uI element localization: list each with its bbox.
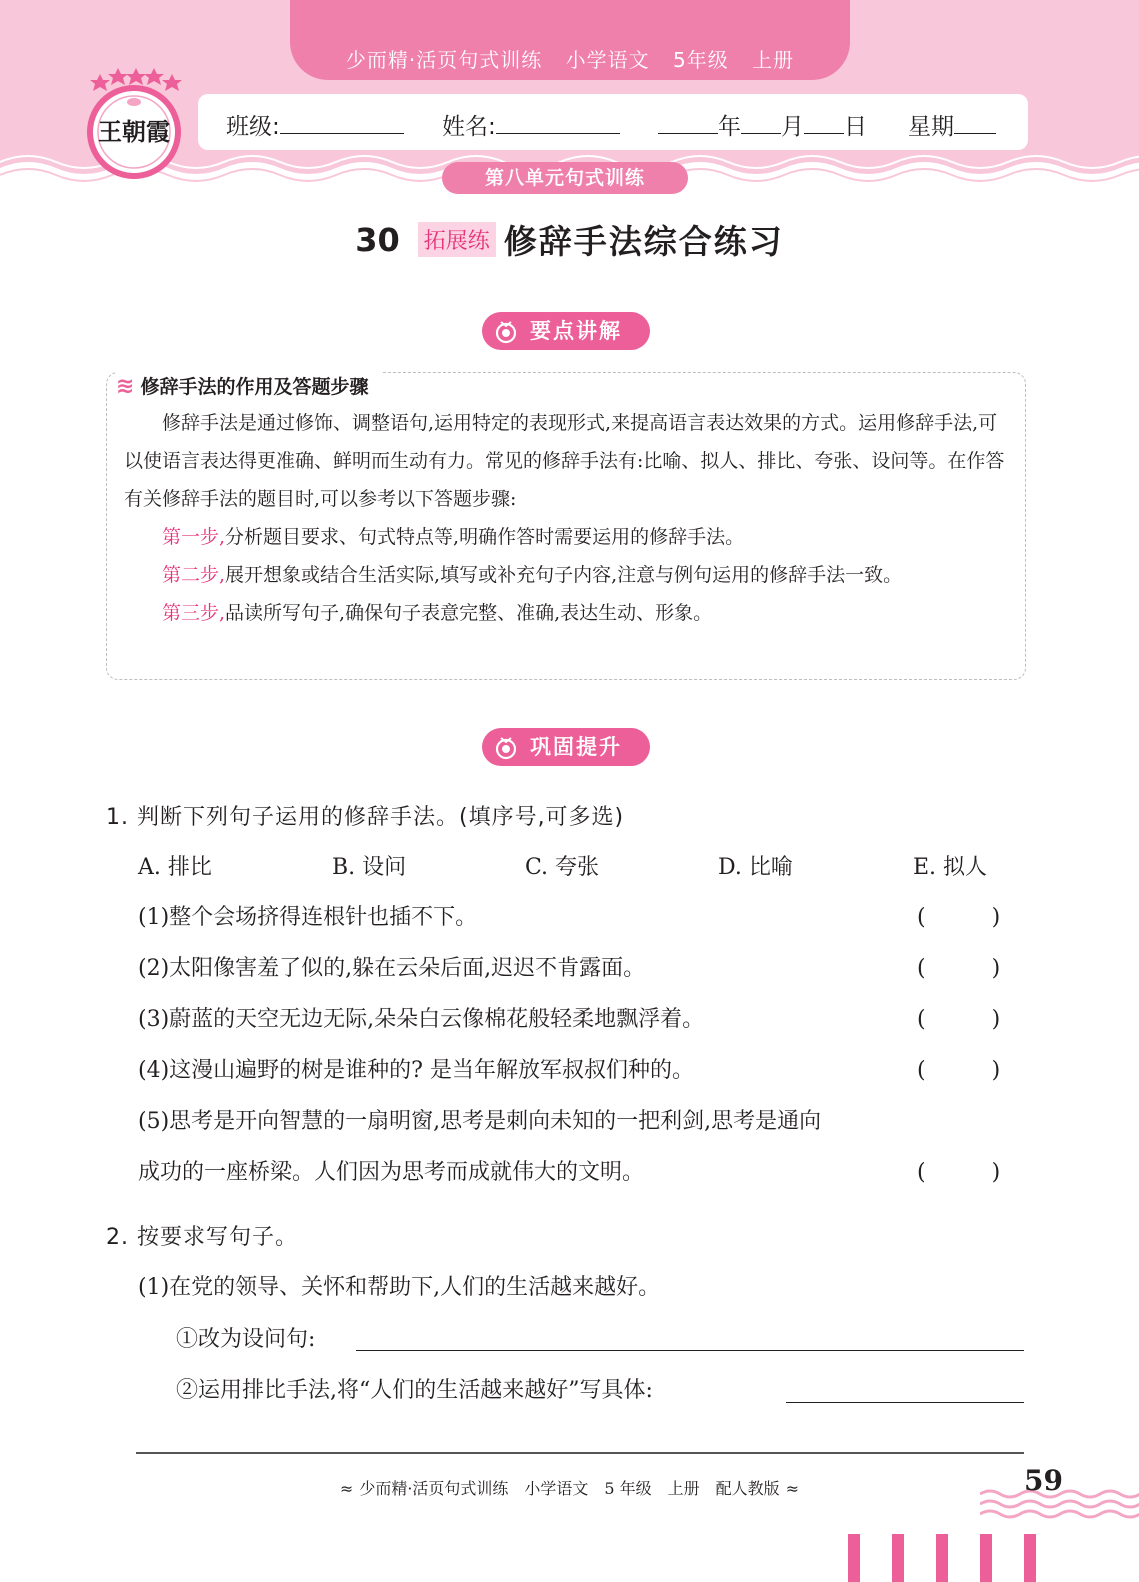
answer-blank-2[interactable]: ( ) — [917, 956, 1001, 981]
answer-line-b[interactable] — [786, 1402, 1024, 1403]
question-2-title: 2. 按要求写句子。 — [106, 1225, 298, 1250]
page-edge-bars — [846, 1534, 1046, 1582]
class-label: 班级: — [226, 114, 280, 140]
step-1-text: 分析题目要求、句式特点等,明确作答时需要运用的修辞手法。 — [225, 526, 745, 548]
medal-icon — [494, 320, 518, 344]
key-points-paragraph: 修辞手法是通过修饰、调整语句,运用特定的表现形式,来提高语言表达效果的方式。运用修辞手法,可以使语言表达得更准确、鲜明而生动有力。常见的修辞手法有:比喻、拟人、排比、夸张、设问等。在作答有关修辞手法的题目时,可以参考以下答题步骤: — [124, 412, 1005, 510]
month-field[interactable] — [741, 112, 781, 134]
question-2-a-label: ①改为设问句: — [176, 1327, 316, 1352]
unit-label: 第八单元句式训练 — [442, 162, 688, 194]
day-field[interactable] — [804, 112, 844, 134]
option-b: B. 设问 — [332, 855, 407, 880]
section-pill-label: 要点讲解 — [530, 319, 622, 343]
key-points-heading — [116, 372, 382, 399]
step-2 — [124, 556, 1012, 594]
step-2-text: 展开想象或结合生活实际,填写或补充句子内容,注意与例句运用的修辞手法一致。 — [225, 564, 903, 586]
step-1 — [124, 518, 1012, 556]
question-1-item-3: (3)蔚蓝的天空无边无际,朵朵白云像棉花般轻柔地飘浮着。 — [138, 1007, 705, 1032]
question-2-b-label: ②运用排比手法,将“人们的生活越来越好”写具体: — [176, 1378, 653, 1403]
footer-divider — [136, 1452, 1024, 1454]
key-points-heading-text: 修辞手法的作用及答题步骤 — [140, 376, 369, 398]
answer-blank-1[interactable]: ( ) — [917, 905, 1001, 930]
option-d: D. 比喻 — [718, 855, 793, 880]
logo-text: 王朝霞 — [98, 117, 170, 146]
month-label: 月 — [781, 114, 804, 140]
name-field[interactable] — [496, 112, 620, 134]
question-1-item-5-cont: 成功的一座桥梁。人们因为思考而成就伟大的文明。 — [138, 1160, 645, 1185]
wave-icon: ≋ — [116, 374, 135, 399]
step-2-label: 第二步, — [162, 564, 226, 586]
key-points-text — [124, 404, 1012, 632]
book-title: 少而精·活页句式训练 — [345, 48, 543, 72]
question-1-item-1: (1)整个会场挤得连根针也插不下。 — [138, 905, 478, 930]
answer-blank-5[interactable]: ( ) — [917, 1160, 1001, 1185]
footer — [0, 1476, 1139, 1499]
week-label: 星期 — [908, 114, 954, 140]
section-pill-key-points — [482, 312, 650, 350]
brand-logo — [80, 68, 188, 180]
answer-blank-3[interactable]: ( ) — [917, 1007, 1001, 1032]
medal-icon — [494, 736, 518, 760]
footer-wave-icon: ≈ — [339, 1479, 354, 1498]
week-field[interactable] — [954, 112, 996, 134]
section-pill-practice — [482, 728, 650, 766]
question-1-options — [138, 850, 1028, 884]
day-label: 日 — [844, 114, 867, 140]
step-3-text: 品读所写句子,确保句子表意完整、准确,表达生动、形象。 — [225, 602, 713, 624]
question-2-sub-1: (1)在党的领导、关怀和帮助下,人们的生活越来越好。 — [138, 1275, 661, 1300]
year-field[interactable] — [658, 112, 718, 134]
grade: 5年级 — [672, 48, 729, 72]
lesson-title — [0, 216, 1139, 263]
step-3 — [124, 594, 1012, 632]
question-1-item-4: (4)这漫山遍野的树是谁种的? 是当年解放军叔叔们种的。 — [138, 1058, 694, 1083]
lesson-number: 30 — [355, 220, 400, 259]
book-title-tab — [290, 0, 850, 80]
volume: 上册 — [752, 48, 795, 72]
option-e: E. 拟人 — [913, 855, 988, 880]
question-1-item-5: (5)思考是开向智慧的一扇明窗,思考是刺向未知的一把利剑,思考是通向 — [138, 1109, 822, 1134]
lesson-name: 修辞手法综合练习 — [503, 222, 784, 261]
option-a: A. 排比 — [138, 855, 212, 880]
footer-text: 少而精·活页句式训练 小学语文 5 年级 上册 配人教版 — [359, 1479, 780, 1498]
step-1-label: 第一步, — [162, 526, 226, 548]
year-label: 年 — [718, 114, 741, 140]
answer-blank-4[interactable]: ( ) — [917, 1058, 1001, 1083]
subject: 小学语文 — [565, 48, 650, 72]
lesson-tag: 拓展练 — [418, 222, 496, 257]
footer-wave-icon: ≈ — [785, 1479, 800, 1498]
answer-line-a[interactable] — [356, 1350, 1024, 1351]
class-field[interactable] — [280, 112, 404, 134]
page-number: 59 — [1024, 1464, 1063, 1497]
question-1-title: 1. 判断下列句子运用的修辞手法。(填序号,可多选) — [106, 805, 625, 830]
step-3-label: 第三步, — [162, 602, 226, 624]
student-info-bar — [198, 94, 1028, 150]
option-c: C. 夸张 — [525, 855, 600, 880]
section-pill-label: 巩固提升 — [530, 735, 622, 759]
question-1-item-2: (2)太阳像害羞了似的,躲在云朵后面,迟迟不肯露面。 — [138, 956, 646, 981]
name-label: 姓名: — [442, 114, 496, 140]
